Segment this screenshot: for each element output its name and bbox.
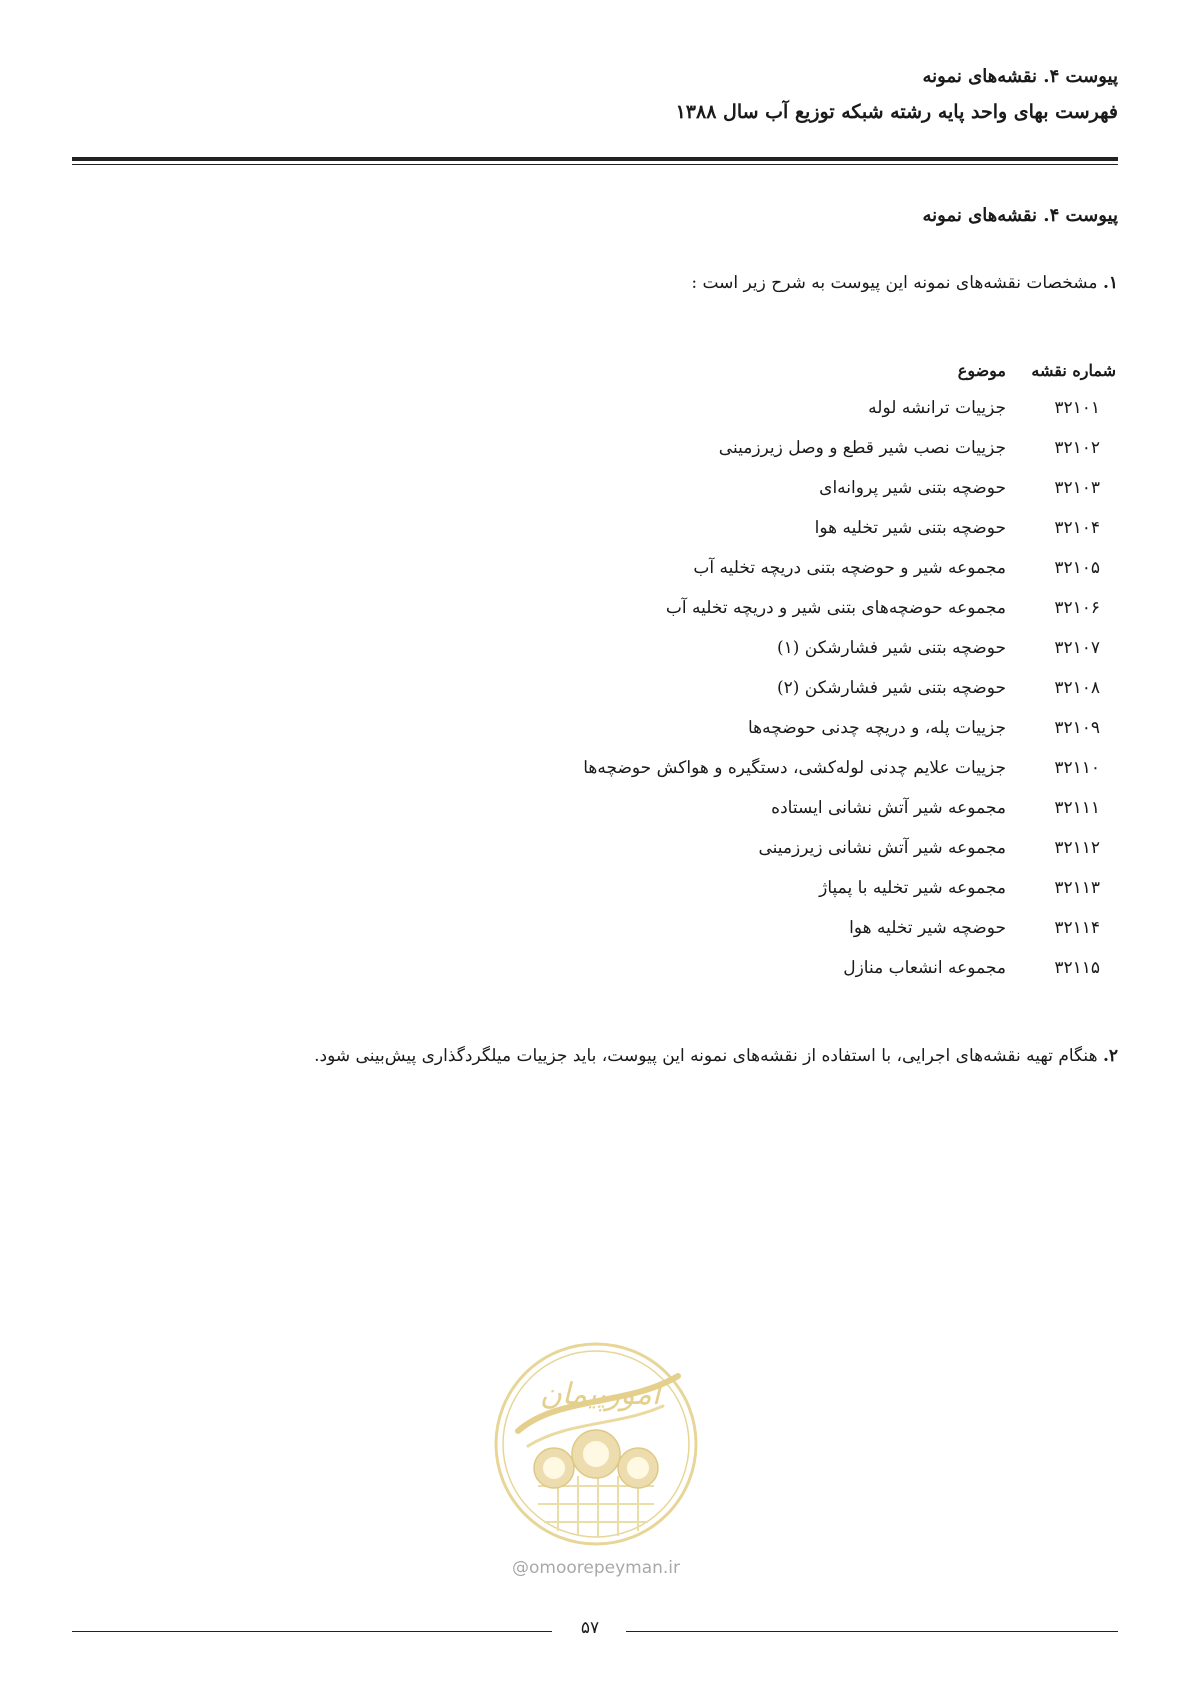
table-header-row [583,352,1118,388]
drawing-subject: مجموعه انشعاب منازل [843,958,1006,978]
drawings-list-table [583,352,1118,988]
table-row [583,788,1118,828]
header-rule-thin [72,164,1118,165]
drawing-subject: حوضچه بتنی شیر فشارشکن (۲) [776,678,1006,698]
drawing-number: ۳۲۱۱۳ [1054,878,1100,898]
drawing-subject: حوضچه بتنی شیر تخلیه هوا [814,518,1006,538]
drawing-number: ۳۲۱۰۹ [1054,718,1100,738]
paragraph-1 [72,273,1118,293]
table-row [583,508,1118,548]
header-drawing-number: شماره نقشه [1031,360,1116,380]
paragraph-2-text: هنگام تهیه نقشه‌های اجرایی، با استفاده از نقشه‌های نمونه این پیوست، باید جزییات میلگردگذاری پیش‌بینی شود. [314,1046,1103,1066]
header-rule-thick [72,157,1118,161]
table-row [583,428,1118,468]
drawing-subject: حوضچه بتنی شیر فشارشکن (۱) [776,638,1006,658]
table-row [583,588,1118,628]
drawing-subject: مجموعه شیر آتش نشانی زیرزمینی [758,838,1006,858]
table-row [583,748,1118,788]
watermark-logo-text: امورپیمان [539,1377,661,1412]
header-document-title: فهرست بهای واحد پایه رشته شبکه توزیع آب سال ۱۳۸۸ [675,101,1118,123]
seal-icon [488,1336,704,1552]
drawing-number: ۳۲۱۱۰ [1054,758,1100,778]
drawing-number: ۳۲۱۱۲ [1054,838,1100,858]
watermark-url: @omoorepeyman.ir [511,1558,681,1578]
table-row [583,868,1118,908]
paragraph-2-number: ۲. [1102,1046,1118,1066]
drawing-subject: جزییات علایم چدنی لوله‌کشی، دستگیره و هواکش حوضچه‌ها [583,758,1006,778]
drawing-number: ۳۲۱۱۵ [1054,958,1100,978]
table-row [583,948,1118,988]
drawing-subject: حوضچه بتنی شیر پروانه‌ای [819,478,1006,498]
drawing-number: ۳۲۱۱۴ [1054,918,1100,938]
drawing-subject: جزییات پله، و دریچه چدنی حوضچه‌ها [747,718,1006,738]
table-row [583,668,1118,708]
header-appendix-title: پیوست ۴. نقشه‌های نمونه [922,66,1118,87]
drawing-number: ۳۲۱۰۴ [1054,518,1100,538]
paragraph-2 [72,1046,1118,1066]
drawing-number: ۳۲۱۱۱ [1054,798,1100,818]
table-row [583,708,1118,748]
drawing-subject: مجموعه حوضچه‌های بتنی شیر و دریچه تخلیه آب [665,598,1006,618]
drawing-number: ۳۲۱۰۸ [1054,678,1100,698]
header-subject: موضوع [957,360,1006,380]
drawing-subject: مجموعه شیر آتش نشانی ایستاده [771,798,1006,818]
drawing-subject: مجموعه شیر تخلیه با پمپاژ [819,878,1006,898]
drawing-subject: مجموعه شیر و حوضچه بتنی دریچه تخلیه آب [693,558,1006,578]
table-row [583,828,1118,868]
drawing-number: ۳۲۱۰۱ [1054,398,1100,418]
table-row [583,628,1118,668]
table-row [583,908,1118,948]
footer-rule-right [626,1631,1118,1632]
drawing-number: ۳۲۱۰۵ [1054,558,1100,578]
table-row [583,468,1118,508]
drawing-number: ۳۲۱۰۳ [1054,478,1100,498]
page-number: ۵۷ [580,1618,600,1638]
footer-rule-left [72,1631,552,1632]
drawing-number: ۳۲۱۰۷ [1054,638,1100,658]
section-title: پیوست ۴. نقشه‌های نمونه [922,205,1118,226]
drawing-number: ۳۲۱۰۲ [1054,438,1100,458]
paragraph-1-text: مشخصات نقشه‌های نمونه این پیوست به شرح زیر است : [691,273,1103,293]
table-row [583,548,1118,588]
drawing-number: ۳۲۱۰۶ [1054,598,1100,618]
table-row [583,388,1118,428]
watermark-logo [488,1336,704,1576]
paragraph-1-number: ۱. [1102,273,1118,293]
drawing-subject: جزییات ترانشه لوله [868,398,1006,418]
drawing-subject: جزییات نصب شیر قطع و وصل زیرزمینی [718,438,1006,458]
running-header [72,60,1118,130]
drawing-subject: حوضچه شیر تخلیه هوا [849,918,1006,938]
